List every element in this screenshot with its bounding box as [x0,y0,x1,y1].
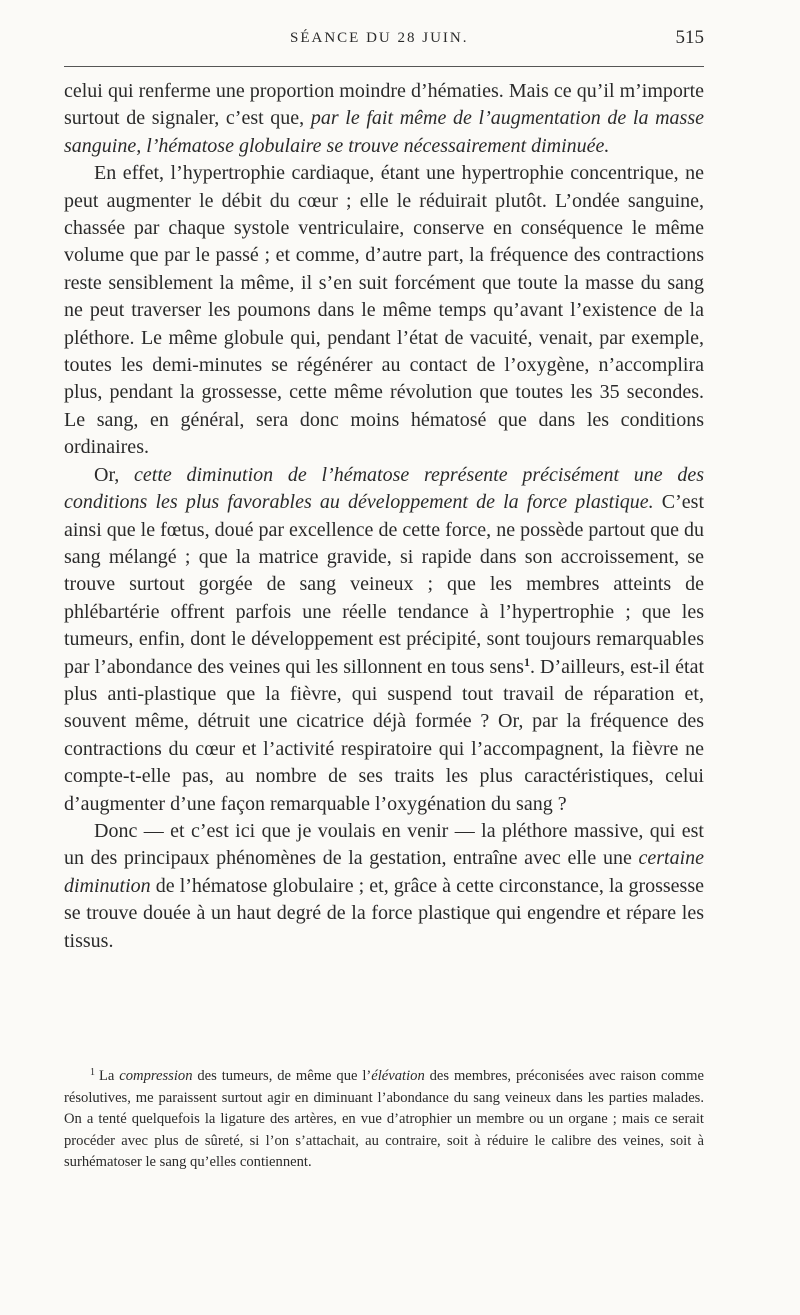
page-number: 515 [675,27,704,48]
footnote-emphasis-compression: compression [119,1068,193,1084]
paragraph-4-text-a: Donc — et c’est ici que je voulais en venir — la pléthore massive, qui est un des principaux phénomènes de la gestation, entraîne avec elle une [64,819,704,870]
header-rule [64,66,704,67]
paragraph-2: En effet, l’hypertrophie cardiaque, étant une hypertrophie concentrique, ne peut augmenter le débit du cœur ; elle le réduirait plutôt. L’ondée sanguine, chassée par chaque systole ventriculaire, conserve en conséquence le même volume que par le passé ; et comme, d’autre part, la fréquence des contractions reste sensiblement la même, il s’en suit forcément que toute la masse du sang ne peut traverser les poumons dans le même temps qu’avant l’existence de la pléthore. Le même globule qui, pendant l’état de vacuité, venait, par exemple, toutes les demi-minutes se régénérer au contact de l’oxygène, n’accomplira plus, pendant la grossesse, cette même révolution que toutes les 35 secondes. Le sang, en général, sera donc moins hématosé que dans les conditions ordinaires. [64,162,704,459]
paragraph-4-text-b: de l’hématose globulaire ; et, grâce à cette circonstance, la grossesse se trouve douée à un haut degré de la force plastique qui engendre et répare les tissus. [64,874,704,952]
footnote-reference: 1 [523,654,530,669]
paragraph-1-text: celui qui renferme une proportion moindre d’hématies. Mais ce qu’il m’importe surtout de signaler, c’est que, [64,80,704,130]
page-header [64,27,704,60]
paragraph-3-text-c: . D’ailleurs, est-il état plus anti-plastique que la fièvre, qui suspend tout travail de réparation et, souvent même, détruit une cicatrice déjà formée ? Or, par la fréquence des contractions du cœur et l’activité respiratoire qui l’accompagnent, la fièvre ne compte-t-elle pas, au nombre de ses traits les plus caractéristiques, celui d’augmenter d’une façon remarquable l’oxygénation du sang ? [64,655,705,815]
paragraph-3-emphasis: cette diminution de l’hématose représente précisément une des conditions les plus favorables au développement de la force plastique. [64,463,704,514]
paragraph-1-emphasis: par le fait même de l’augmentation de la masse sanguine, l’hématose globulaire se trouve nécessairement diminuée. [64,107,704,157]
paragraph-4-emphasis: certaine diminution [64,847,704,897]
footnote-text: $^1$ La compression des tumeurs, de même que l’élévation des membres, préconisées avec raison comme résolutives, me paraissent surtout agir en diminuant l’abondance du sang veineux dans les parties malades. On a tenté quelquefois la ligature des artères, en vue d’atrophier un membre ou un organe ; mais ce serait procéder avec plus de sûreté, si l’on s’attachait, au contraire, soit à réduire le calibre des veines, soit à surhématoser le sang qu’elles contiennent. [64,1067,704,1171]
paragraph-3-text-a: Or, [94,463,135,486]
running-title: SÉANCE DU 28 JUIN. [290,30,469,46]
main-text [64,78,704,955]
footnote-emphasis-elevation: élévation [371,1068,425,1084]
footnote [64,1066,704,1174]
paragraph-4 [64,818,704,955]
paragraph-1 [64,78,704,160]
paragraph-3 [64,462,704,818]
footnote-mark: 1 [90,1067,95,1078]
paragraph-3-text-b: C’est ainsi que le fœtus, doué par excellence de cette force, ne possède partout que du sang mélangé ; que la matrice gravide, si rapide dans son accroissement, se trouve surtout gorgée de sang veineux ; que les membres atteints de phlébartérie offrent parfois une réelle tendance à l’hypertrophie ; que les tumeurs, enfin, dont le développement est précipité, sont toujours remarquables par l’abondance des veines qui les sillonnent en tous sens [64,491,704,678]
